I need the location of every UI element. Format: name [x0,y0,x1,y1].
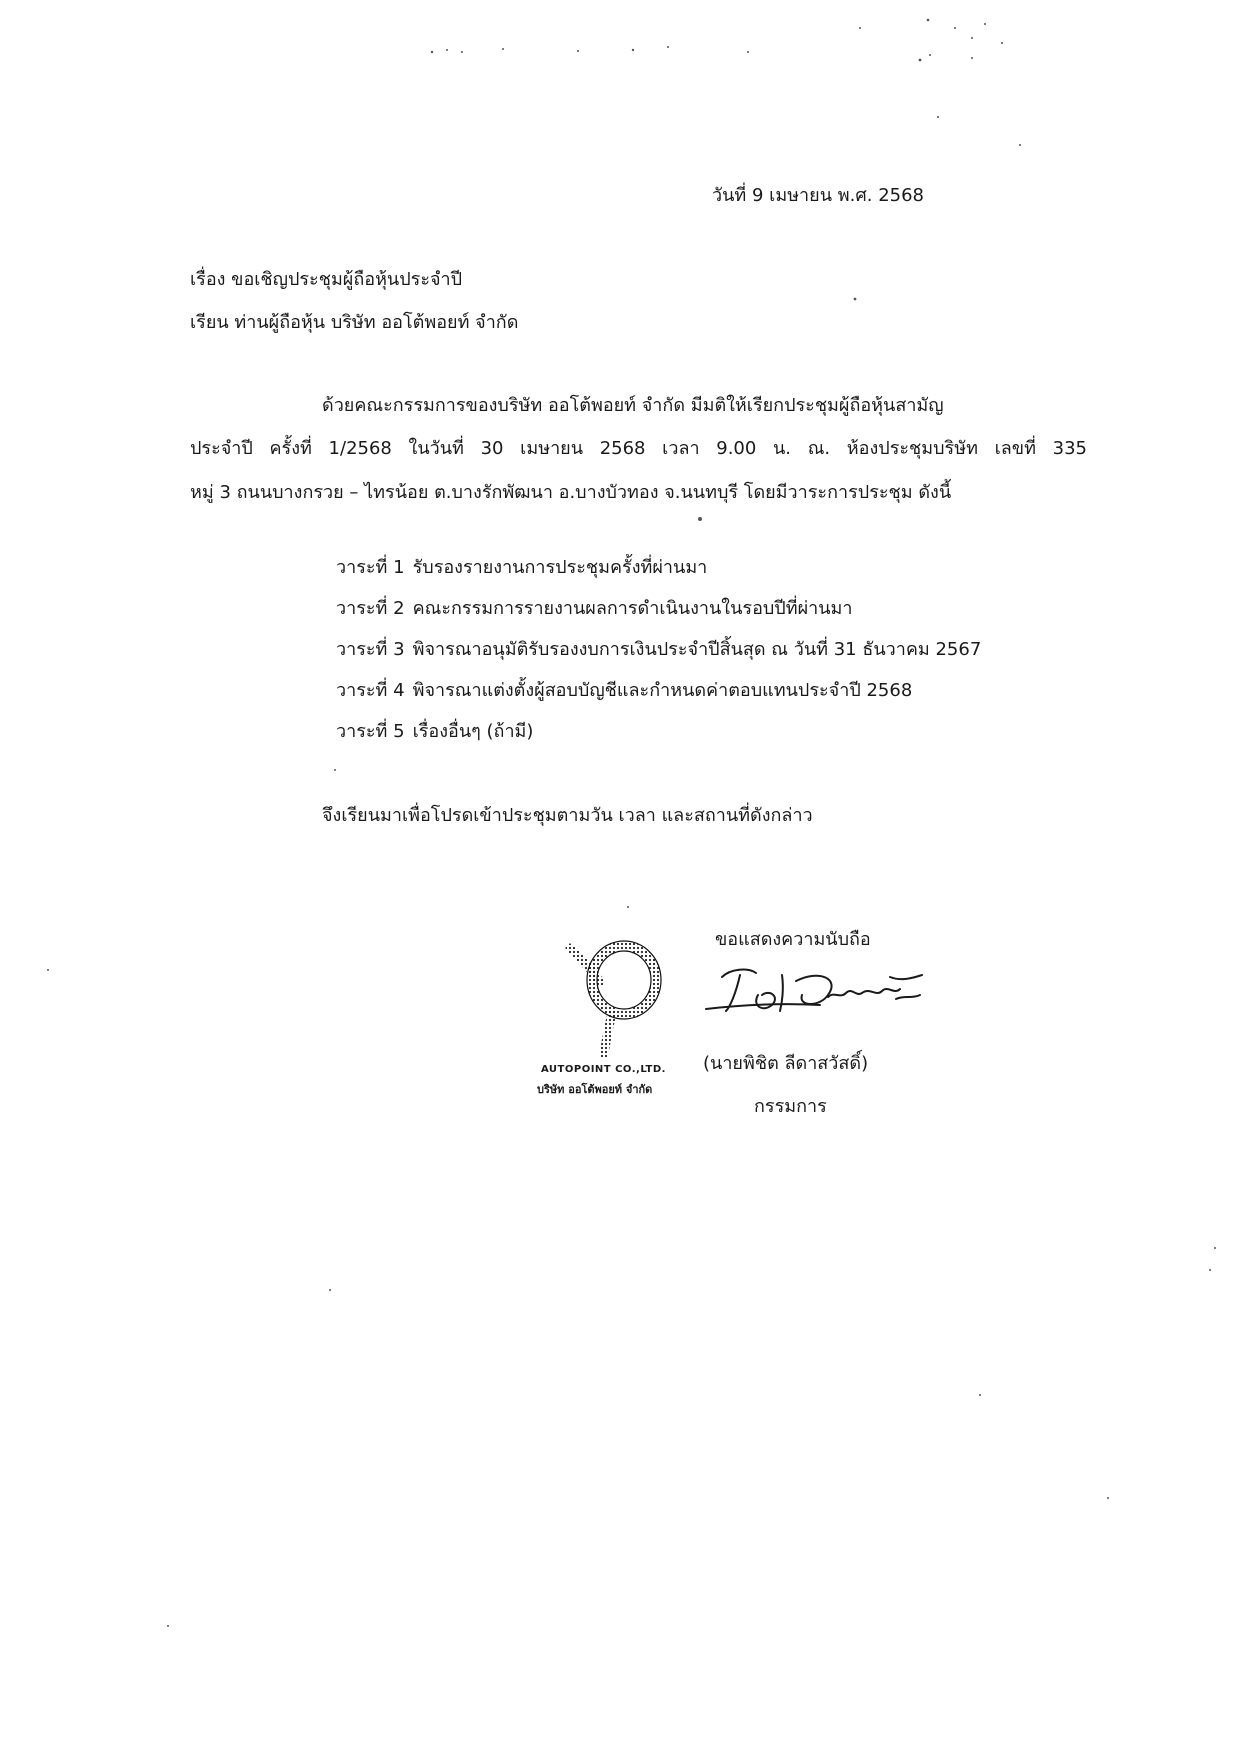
agenda-label: วาระที่ 4 [336,680,405,701]
agenda-item [336,556,981,597]
seal-company-th: บริษัท ออโต้พอยท์ จำกัด [537,1083,653,1096]
body-line-1: ด้วยคณะกรรมการของบริษัท ออโต้พอยท์ จำกัด มีมติให้เรียกประชุมผู้ถือหุ้นสามัญ [322,395,944,416]
closing-line: จึงเรียนมาเพื่อโปรดเข้าประชุมตามวัน เวลา และสถานที่ดังกล่าว [322,805,813,826]
signatory-name: (นายพิชิต ลีดาสวัสดิ์) [703,1053,869,1074]
agenda-item [336,720,981,761]
letter-salutation: เรียน ท่านผู้ถือหุ้น บริษัท ออโต้พอยท์ จำกัด [190,312,519,333]
regards-line: ขอแสดงความนับถือ [715,929,871,950]
letter-subject: เรื่อง ขอเชิญประชุมผู้ถือหุ้นประจำปี [190,269,463,290]
letter-date: วันที่ 9 เมษายน พ.ศ. 2568 [712,185,925,206]
company-logo-seal [560,938,670,1058]
agenda-item [336,638,981,679]
signatory-position: กรรมการ [754,1096,827,1117]
agenda-label: วาระที่ 2 [336,598,405,619]
body-line-2: ประจำปี ครั้งที่ 1/2568 ในวันที่ 30 เมษายน 2568 เวลา 9.00 น. ณ. ห้องประชุมบริษัท เลขที่ 335 [190,438,1087,459]
agenda-item [336,597,981,638]
body-line-3: หมู่ 3 ถนนบางกรวย – ไทรน้อย ต.บางรักพัฒนา อ.บางบัวทอง จ.นนทบุรี โดยมีวาระการประชุม ดังนี้ [190,482,952,503]
agenda-label: วาระที่ 3 [336,639,405,660]
agenda-label: วาระที่ 1 [336,557,405,578]
agenda-text: รับรองรายงานการประชุมครั้งที่ผ่านมา [412,557,708,578]
agenda-label: วาระที่ 5 [336,721,405,742]
agenda-text: พิจารณาอนุมัติรับรองงบการเงินประจำปีสิ้นสุด ณ วันที่ 31 ธันวาคม 2567 [412,639,982,660]
agenda-text: คณะกรรมการรายงานผลการดำเนินงานในรอบปีที่ผ่านมา [412,598,853,619]
agenda-text: พิจารณาแต่งตั้งผู้สอบบัญชีและกำหนดค่าตอบแทนประจำปี 2568 [412,680,913,701]
agenda-item [336,679,981,720]
agenda-list [336,556,981,761]
seal-company-en: AUTOPOINT CO.,LTD. [541,1064,666,1075]
agenda-text: เรื่องอื่นๆ (ถ้ามี) [412,721,534,742]
handwritten-signature [700,955,930,1025]
